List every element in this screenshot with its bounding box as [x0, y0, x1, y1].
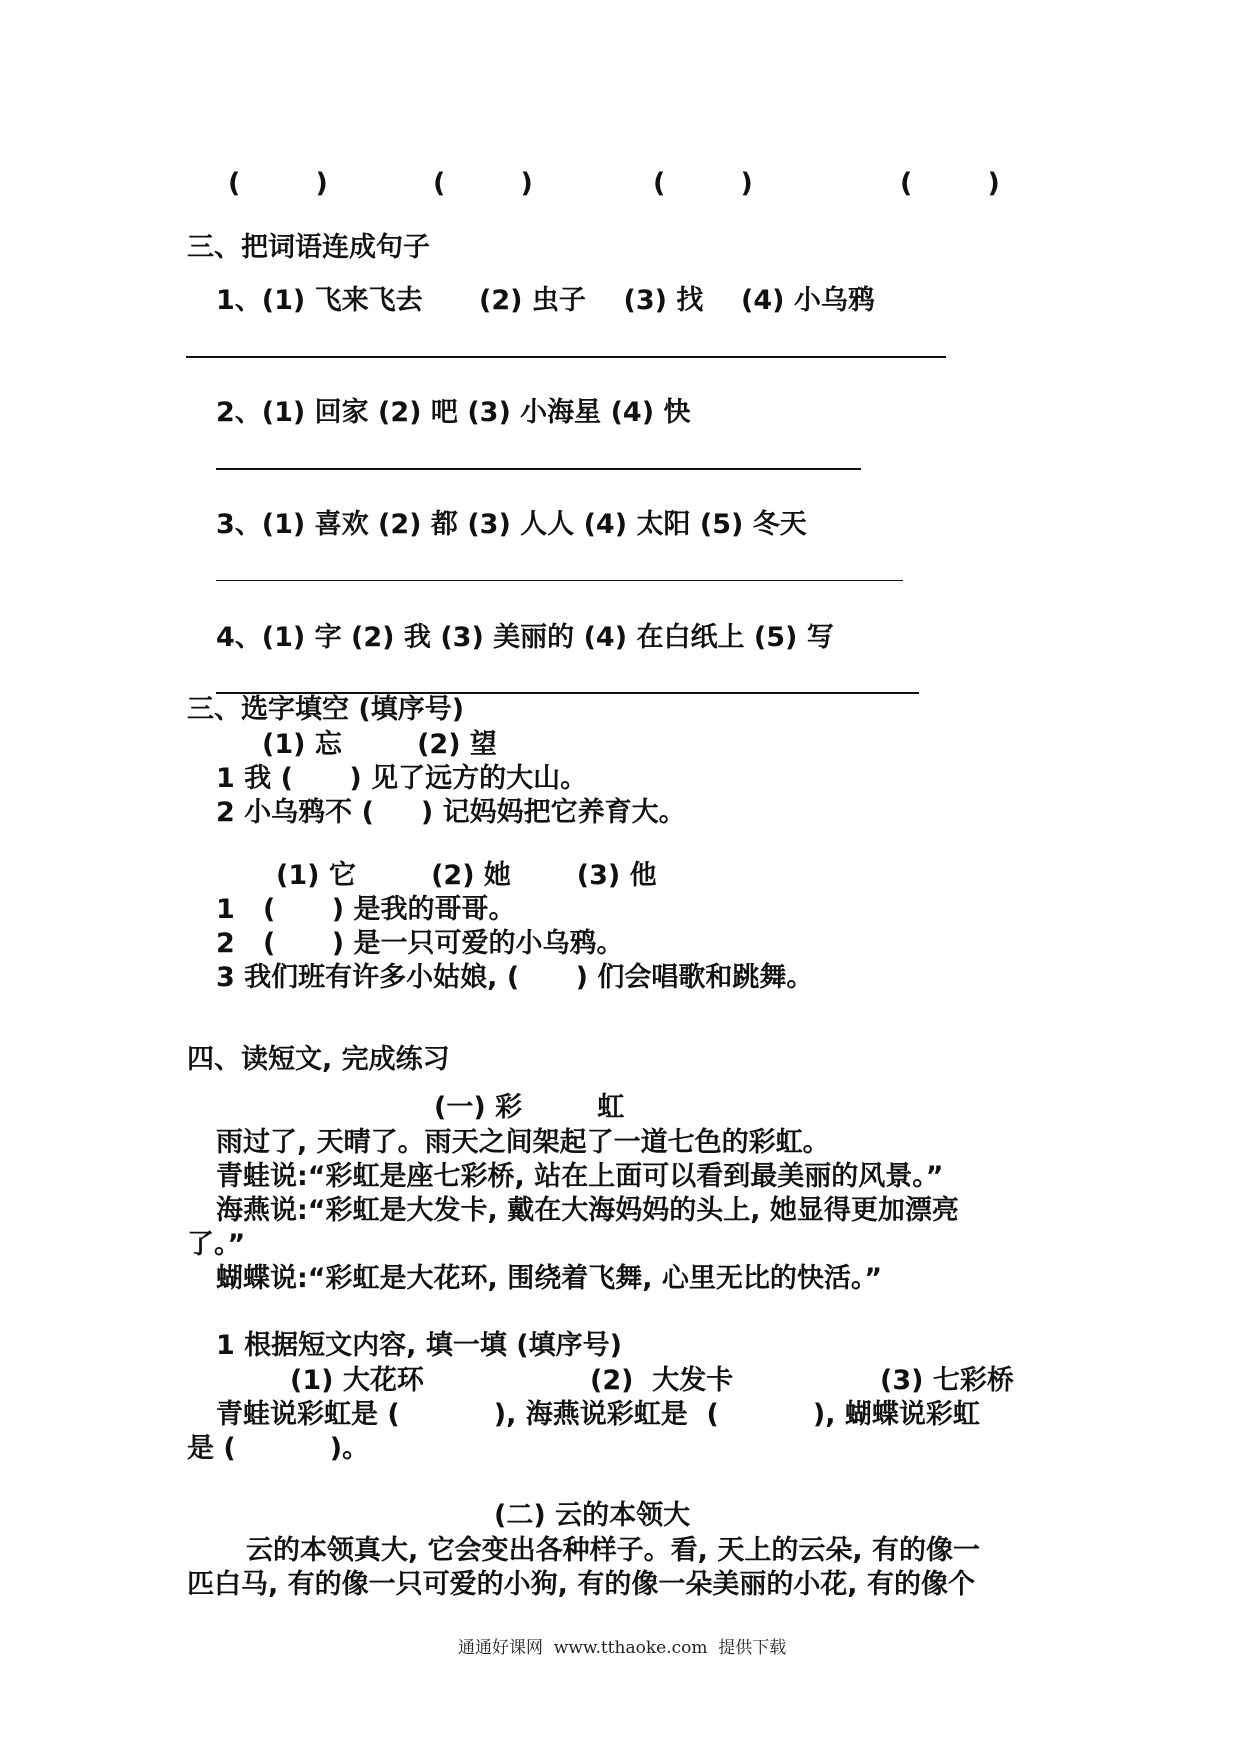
passage1-line-5: 蝴蝶说:“彩虹是大花环, 围绕着飞舞, 心里无比的快活。” [216, 1263, 883, 1294]
passage1-line-1: 雨过了, 天晴了。雨天之间架起了一道七色的彩虹。 [216, 1127, 830, 1158]
passage2-line-2: 匹白马, 有的像一只可爱的小狗, 有的像一朵美丽的小花, 有的像个 [187, 1569, 975, 1600]
passage1-title: (一) 彩 虹 [434, 1092, 625, 1123]
choose-item-1-1: 1 我 ( ) 见了远方的大山。 [216, 763, 588, 794]
answer-line-3[interactable] [216, 580, 903, 581]
question1-line-1: 青蛙说彩虹是 ( ), 海燕说彩虹是 ( ), 蝴蝶说彩虹 [216, 1399, 980, 1430]
passage2-line-1: 云的本领真大, 它会变出各种样子。看, 天上的云朵, 有的像一 [246, 1535, 980, 1566]
connect-item-3: 3、(1) 喜欢 (2) 都 (3) 人人 (4) 太阳 (5) 冬天 [216, 509, 807, 540]
question1-option-2: (2) 大发卡 [590, 1365, 734, 1396]
connect-item-2: 2、(1) 回家 (2) 吧 (3) 小海星 (4) 快 [216, 397, 691, 428]
answer-line-1[interactable] [186, 356, 946, 358]
answer-blank-2[interactable]: ( ) [433, 168, 533, 199]
footer-credit: 通通好课网 www.tthaoke.com 提供下载 [458, 1638, 787, 1658]
question1-option-3: (3) 七彩桥 [880, 1365, 1014, 1396]
passage1-line-3: 海燕说:“彩虹是大发卡, 戴在大海妈妈的头上, 她显得更加漂亮 [216, 1195, 959, 1226]
connect-item-1: 1、(1) 飞来飞去 (2) 虫子 (3) 找 (4) 小乌鸦 [216, 285, 875, 316]
answer-blank-1[interactable]: ( ) [228, 168, 328, 199]
answer-blank-3[interactable]: ( ) [653, 168, 753, 199]
passage1-line-4: 了。” [187, 1229, 246, 1260]
choose-options-2: (1) 它 (2) 她 (3) 他 [276, 860, 657, 891]
question1-option-1: (1) 大花环 [290, 1365, 424, 1396]
question1-prompt: 1 根据短文内容, 填一填 (填序号) [216, 1330, 622, 1361]
section-heading-connect: 三、把词语连成句子 [187, 232, 430, 263]
section-heading-choose: 三、选字填空 (填序号) [187, 694, 465, 725]
choose-item-2-2: 2 ( ) 是一只可爱的小乌鸦。 [216, 928, 624, 959]
choose-item-2-3: 3 我们班有许多小姑娘, ( ) 们会唱歌和跳舞。 [216, 962, 814, 993]
answer-blank-4[interactable]: ( ) [900, 168, 1000, 199]
connect-item-4: 4、(1) 字 (2) 我 (3) 美丽的 (4) 在白纸上 (5) 写 [216, 622, 834, 653]
question1-line-2: 是 ( )。 [187, 1433, 370, 1464]
answer-line-2[interactable] [216, 468, 861, 470]
passage2-title: (二) 云的本领大 [494, 1500, 691, 1531]
choose-item-1-2: 2 小乌鸦不 ( ) 记妈妈把它养育大。 [216, 797, 686, 828]
choose-item-2-1: 1 ( ) 是我的哥哥。 [216, 894, 516, 925]
choose-options-1: (1) 忘 (2) 望 [262, 729, 497, 760]
passage1-line-2: 青蛙说:“彩虹是座七彩桥, 站在上面可以看到最美丽的风景。” [216, 1161, 944, 1192]
section-heading-read: 四、读短文, 完成练习 [187, 1044, 450, 1075]
